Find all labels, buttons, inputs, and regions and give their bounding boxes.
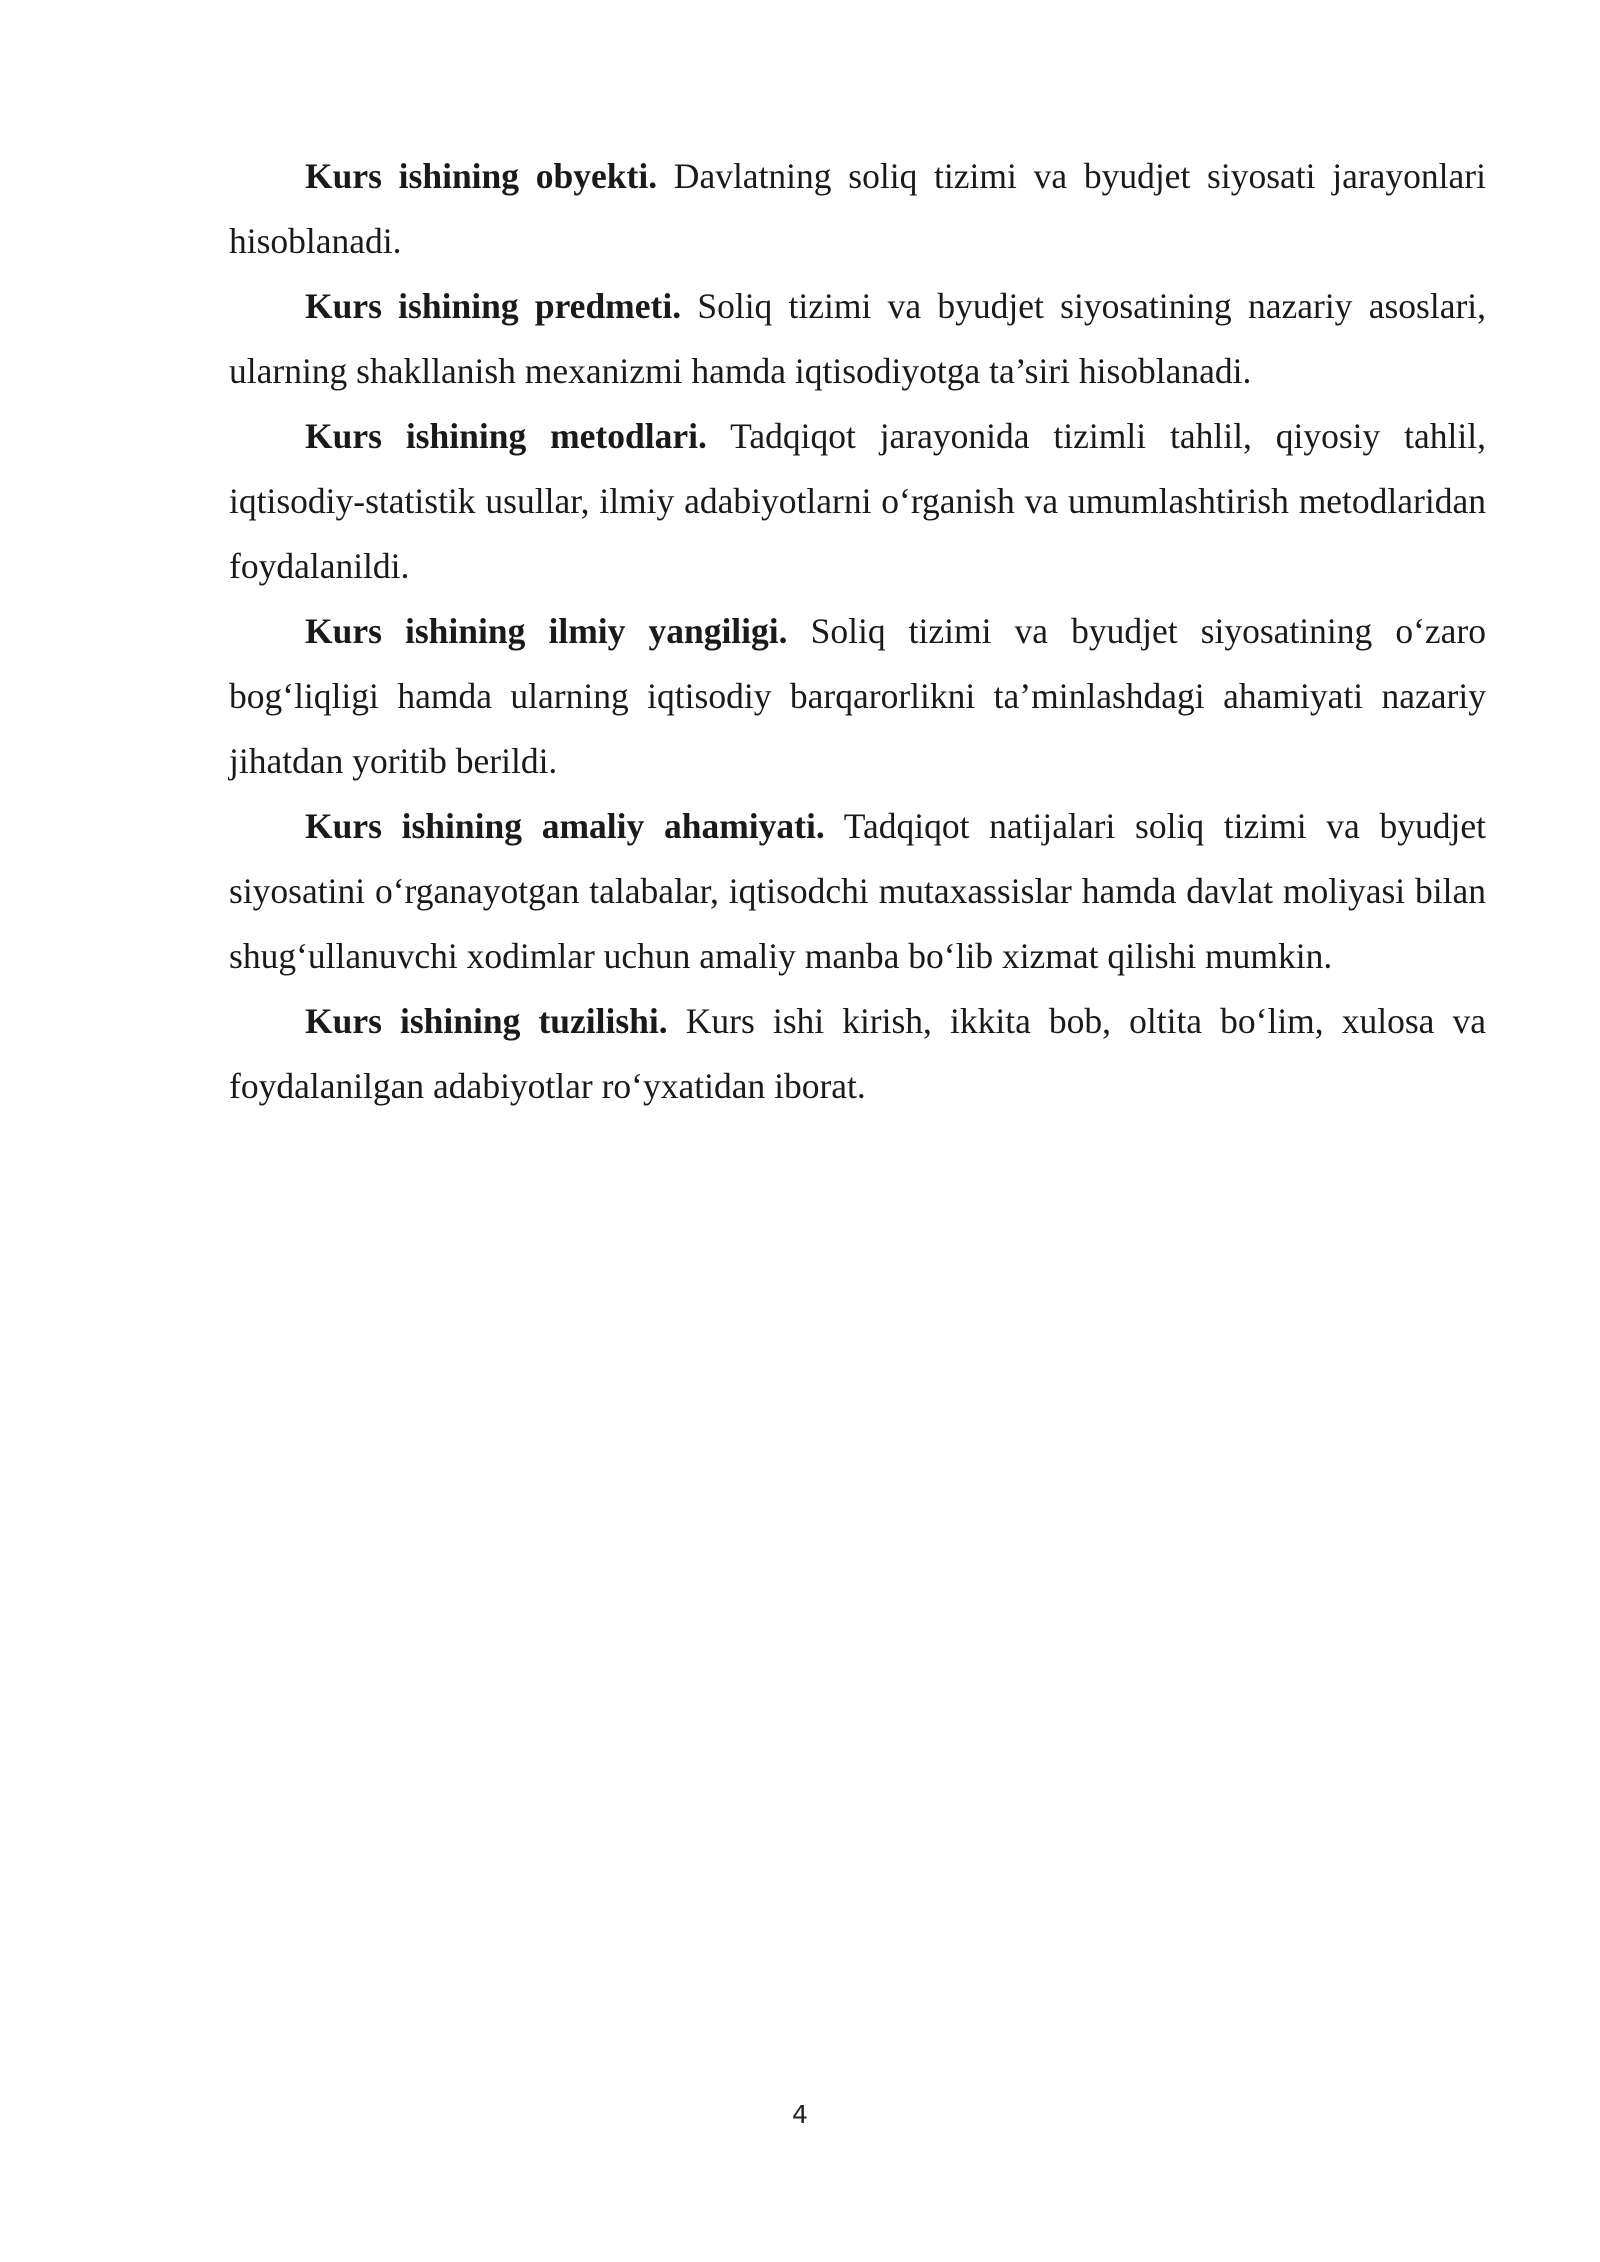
page-content [229,144,1486,1119]
paragraph-practical-value [229,794,1486,989]
paragraph-heading: Kurs ishining amaliy ahamiyati. [305,806,825,846]
paragraph-heading: Kurs ishining obyekti. [305,156,658,196]
paragraph-heading: Kurs ishining ilmiy yangiligi. [305,611,788,651]
paragraph-heading: Kurs ishining tuzilishi. [305,1001,668,1041]
paragraph-text: Soliq tizimi va byudjet siyosatining nazariy asoslari, ularning shakllanish mexanizmi hamda iqtisodiyotga ta’siri hisoblanadi. [229,286,1487,391]
paragraph-methods [229,404,1486,599]
paragraph-subject [229,274,1486,404]
paragraph-structure [229,989,1486,1119]
paragraph-heading: Kurs ishining predmeti. [305,286,682,326]
paragraph-text: Soliq tizimi va byudjet siyosatining o‘zaro bog‘liqligi hamda ularning iqtisodiy barqarorlikni ta’minlashdagi ahamiyati nazariy jihatdan yoritib berildi. [229,611,1487,781]
paragraph-object [229,144,1486,274]
page-number: 4 [792,2100,808,2129]
paragraph-text: Kurs ishi kirish, ikkita bob, oltita bo‘lim, xulosa va foydalanilgan adabiyotlar ro‘yxatidan iborat. [229,1001,1486,1106]
paragraph-text: Tadqiqot jarayonida tizimli tahlil, qiyosiy tahlil, iqtisodiy-statistik usullar, ilmiy adabiyotlarni o‘rganish va umumlashtirish metodlaridan foydalanildi. [229,416,1486,586]
paragraph-novelty [229,599,1486,794]
paragraph-text: Tadqiqot natijalari soliq tizimi va byudjet siyosatini o‘rganayotgan talabalar, iqtisodchi mutaxassislar hamda davlat moliyasi bilan shug‘ullanuvchi xodimlar uchun amaliy manba bo‘lib xizmat qilishi mumkin. [229,806,1486,976]
paragraph-heading: Kurs ishining metodlari. [305,416,707,456]
paragraph-text: Davlatning soliq tizimi va byudjet siyosati jarayonlari hisoblanadi. [229,156,1486,261]
